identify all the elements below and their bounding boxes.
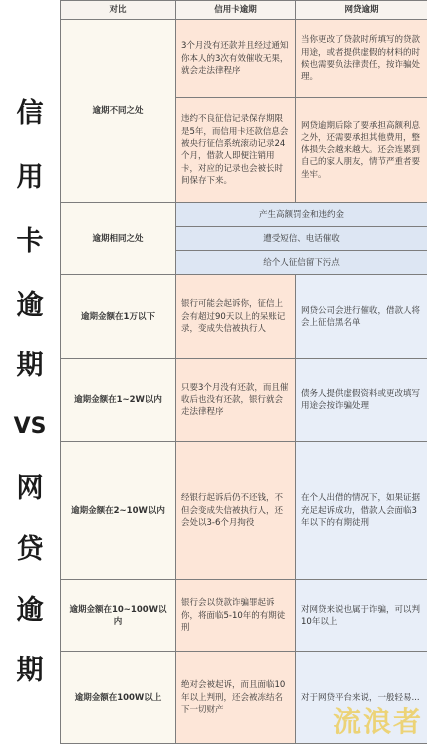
side-title-char: 逾	[0, 292, 60, 319]
side-title-char: 逾	[0, 597, 60, 624]
row-label: 逾期金额在1~2W以内	[61, 359, 176, 442]
table-cell: 绝对会被起诉，而且面临10年以上判刑，还会被冻结名下一切财产	[176, 652, 296, 744]
comparison-table	[60, 0, 427, 744]
table-row	[61, 20, 427, 98]
table-header-row	[61, 1, 427, 20]
row-label: 逾期不同之处	[61, 20, 176, 203]
header-online-loan: 网贷逾期	[296, 1, 427, 20]
side-title-char: 期	[0, 657, 60, 684]
side-title-char: 用	[0, 164, 60, 191]
shared-cell: 给个人征信留下污点	[176, 251, 427, 275]
table-cell: 当你更改了贷款时所填写的贷款用途，或者提供虚假的材料的时候也需要负法律责任，按诈骗处理。	[296, 20, 427, 98]
table-row	[61, 580, 427, 652]
table-cell: 债务人提供虚假资料或更改填写用途会按诈骗处理	[296, 359, 427, 442]
header-compare: 对比	[61, 1, 176, 20]
row-label: 逾期金额在1万以下	[61, 275, 176, 359]
header-credit-card: 信用卡逾期	[176, 1, 296, 20]
shared-cell: 产生高额罚金和违约金	[176, 203, 427, 227]
table-cell: 经银行起诉后仍不还钱，不但会变成失信被执行人，还会处以3-6个月拘役	[176, 442, 296, 580]
table-cell: 3个月没有还款并且经过通知你本人的3次有效催收无果，就会走法律程序	[176, 20, 296, 98]
table-cell: 只要3个月没有还款，而且催收后也没有还款，银行就会走法律程序	[176, 359, 296, 442]
table-row	[61, 275, 427, 359]
table-cell: 在个人出借的情况下，如果证据充足起诉成功，借款人会面临3年以下的有期徒刑	[296, 442, 427, 580]
side-title	[0, 0, 60, 742]
table-cell: 网贷逾期后除了要承担高额利息之外，还需要承担其他费用，整体损失会越来越大。还会连累到自己的家人朋友，情节严重者要坐牢。	[296, 98, 427, 203]
table-row	[61, 203, 427, 227]
side-title-char: 卡	[0, 228, 60, 255]
table-cell: 对网贷来说也属于诈骗，可以判10年以上	[296, 580, 427, 652]
table-cell: 网贷公司会进行催收，借款人将会上征信黑名单	[296, 275, 427, 359]
table-cell: 银行可能会起诉你，征信上会有超过90天以上的呆账记录，变成失信被执行人	[176, 275, 296, 359]
shared-cell: 遭受短信、电话催收	[176, 227, 427, 251]
side-title-char: VS	[0, 416, 60, 438]
side-title-char: 信	[0, 100, 60, 127]
row-label: 逾期相同之处	[61, 203, 176, 275]
table-cell: 对于网贷平台来说，一般轻易...	[296, 652, 427, 744]
side-title-char: 网	[0, 475, 60, 502]
row-label: 逾期金额在100W以上	[61, 652, 176, 744]
table-cell: 银行会以贷款诈骗罪起诉你，将面临5-10年的有期徒刑	[176, 580, 296, 652]
side-title-char: 贷	[0, 536, 60, 563]
watermark: 流浪者	[333, 700, 423, 740]
table-row	[61, 359, 427, 442]
row-label: 逾期金额在2~10W以内	[61, 442, 176, 580]
row-label: 逾期金额在10~100W以内	[61, 580, 176, 652]
table-cell: 违约不良征信记录保存期限是5年，而信用卡还款信息会被央行征信系统滚动记录24个月，借款人即便注销用卡，对应的记录也会被长时间保存下来。	[176, 98, 296, 203]
side-title-char: 期	[0, 352, 60, 379]
table-row	[61, 442, 427, 580]
